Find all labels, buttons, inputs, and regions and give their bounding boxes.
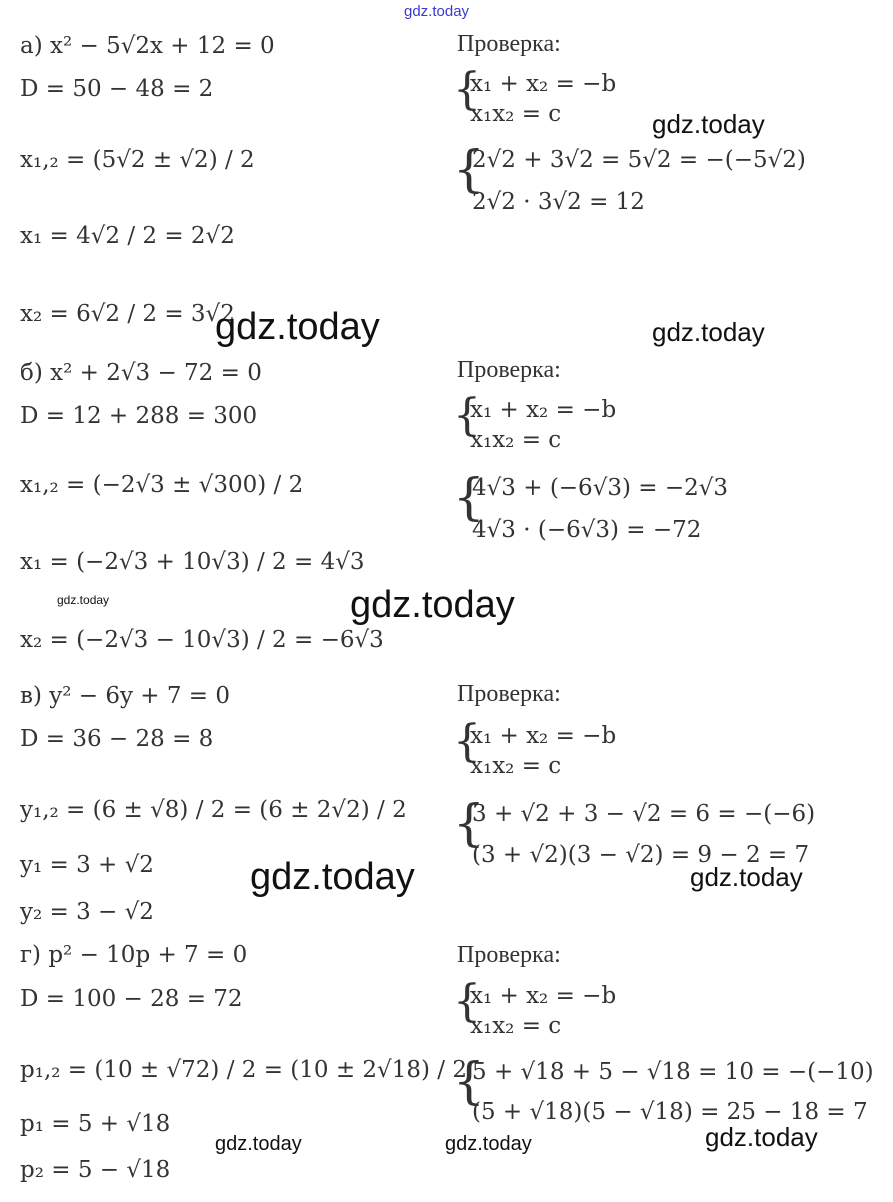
section-a-root-1: x₁ = 4√2 / 2 = 2√2 <box>20 223 235 249</box>
section-b-check-title: Проверка: <box>457 357 561 383</box>
section-g-root-1: p₁ = 5 + √18 <box>20 1111 171 1137</box>
section-b-roots-formula: x₁,₂ = (−2√3 ± √300) / 2 <box>20 472 304 498</box>
section-v-vieta-product: x₁x₂ = c <box>470 753 562 779</box>
section-g-discriminant: D = 100 − 28 = 72 <box>20 986 243 1012</box>
section-a-vieta-product: x₁x₂ = c <box>470 101 562 127</box>
section-v-check-product: (3 + √2)(3 − √2) = 9 − 2 = 7 <box>472 842 810 868</box>
section-a-roots-formula: x₁,₂ = (5√2 ± √2) / 2 <box>20 147 255 173</box>
section-b-root-1: x₁ = (−2√3 + 10√3) / 2 = 4√3 <box>20 549 365 575</box>
watermark: gdz.today <box>215 1133 302 1155</box>
section-v-check-sum: 3 + √2 + 3 − √2 = 6 = −(−6) <box>472 801 816 827</box>
section-a-vieta-sum: x₁ + x₂ = −b <box>470 71 617 97</box>
section-a-root-2: x₂ = 6√2 / 2 = 3√2 <box>20 301 235 327</box>
brace-icon: { <box>453 468 485 526</box>
brace-icon: { <box>453 716 481 767</box>
watermark: gdz.today <box>652 317 765 347</box>
watermark-top: gdz.today <box>404 3 470 20</box>
section-v-root-1: y₁ = 3 + √2 <box>20 852 154 878</box>
brace-icon: { <box>453 390 481 441</box>
section-a-check-title: Проверка: <box>457 31 561 57</box>
watermark: gdz.today <box>215 306 380 348</box>
section-v-roots-formula: y₁,₂ = (6 ± √8) / 2 = (6 ± 2√2) / 2 <box>20 797 407 823</box>
section-a-equation: а) x² − 5√2x + 12 = 0 <box>20 33 275 59</box>
watermark: gdz.today <box>350 584 515 626</box>
section-b-vieta-sum: x₁ + x₂ = −b <box>470 397 617 423</box>
section-a-check-sum: 2√2 + 3√2 = 5√2 = −(−5√2) <box>472 147 806 173</box>
section-g-equation: г) p² − 10p + 7 = 0 <box>20 942 248 968</box>
brace-icon: { <box>453 794 485 852</box>
section-b-vieta-product: x₁x₂ = c <box>470 427 562 453</box>
section-b-equation: б) x² + 2√3 − 72 = 0 <box>20 360 262 386</box>
section-v-discriminant: D = 36 − 28 = 8 <box>20 726 214 752</box>
section-v-check-title: Проверка: <box>457 681 561 707</box>
section-v-root-2: y₂ = 3 − √2 <box>20 899 154 925</box>
section-b-check-sum: 4√3 + (−6√3) = −2√3 <box>472 475 729 501</box>
brace-icon: { <box>453 64 481 115</box>
section-v-vieta-sum: x₁ + x₂ = −b <box>470 723 617 749</box>
brace-icon: { <box>453 976 481 1027</box>
watermark: gdz.today <box>705 1122 818 1152</box>
section-g-vieta-sum: x₁ + x₂ = −b <box>470 983 617 1009</box>
section-b-root-2: x₂ = (−2√3 − 10√3) / 2 = −6√3 <box>20 627 384 653</box>
section-g-roots-formula: p₁,₂ = (10 ± √72) / 2 = (10 ± 2√18) / 2 <box>20 1057 467 1083</box>
section-g-check-product: (5 + √18)(5 − √18) = 25 − 18 = 7 <box>472 1099 868 1125</box>
brace-icon: { <box>453 1052 485 1110</box>
watermark: gdz.today <box>250 856 415 898</box>
section-g-check-title: Проверка: <box>457 942 561 968</box>
brace-icon: { <box>453 140 485 198</box>
section-b-discriminant: D = 12 + 288 = 300 <box>20 403 258 429</box>
section-a-discriminant: D = 50 − 48 = 2 <box>20 76 214 102</box>
section-a-check-product: 2√2 · 3√2 = 12 <box>472 189 645 215</box>
section-g-vieta-product: x₁x₂ = c <box>470 1013 562 1039</box>
section-g-root-2: p₂ = 5 − √18 <box>20 1157 171 1183</box>
watermark: gdz.today <box>57 593 110 607</box>
watermark: gdz.today <box>445 1133 532 1155</box>
watermark: gdz.today <box>690 862 803 892</box>
section-v-equation: в) y² − 6y + 7 = 0 <box>20 683 231 709</box>
watermark: gdz.today <box>652 109 765 139</box>
section-g-check-sum: 5 + √18 + 5 − √18 = 10 = −(−10) <box>472 1059 874 1085</box>
section-b-check-product: 4√3 · (−6√3) = −72 <box>472 517 702 543</box>
